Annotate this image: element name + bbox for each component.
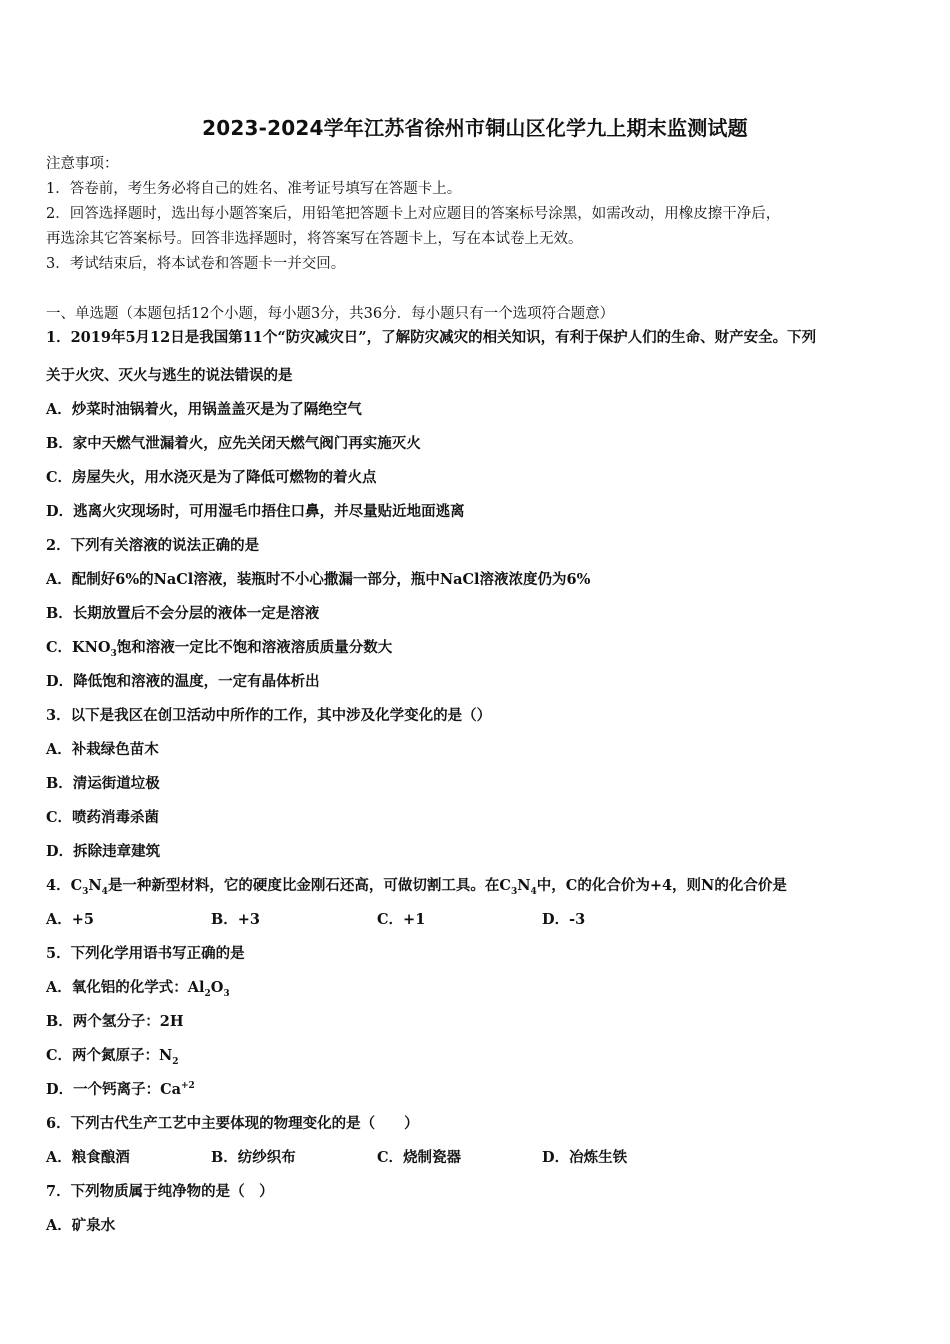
question-5-option-a: A．氧化铝的化学式：$Al_2O_3$	[46, 979, 230, 999]
question-6-option-c: C．烧制瓷器	[377, 1149, 462, 1166]
question-5-option-c: C．两个氮原子：$N_2$	[46, 1047, 179, 1067]
question-5-stem: 5．下列化学用语书写正确的是	[46, 945, 245, 962]
question-4-option-b: B．+3	[211, 911, 260, 928]
question-3-option-b: B．清运街道垃极	[46, 775, 160, 792]
question-1-option-b: B．家中天燃气泄漏着火，应先关闭天燃气阀门再实施灭火	[46, 435, 421, 452]
question-3-option-d: D．拆除违章建筑	[46, 843, 161, 860]
question-2-option-a: A．配制好6%的NaCl溶液，装瓶时不小心撒漏一部分，瓶中NaCl溶液浓度仍为6%	[46, 571, 591, 588]
question-6-option-b: B．纺纱织布	[211, 1149, 296, 1166]
question-6-option-d: D．冶炼生铁	[542, 1149, 628, 1166]
question-7-option-a: A．矿泉水	[46, 1217, 116, 1234]
notice-item: 1．答卷前，考生务必将自己的姓名、准考证号填写在答题卡上。	[46, 181, 462, 197]
question-2-option-d: D．降低饱和溶液的温度，一定有晶体析出	[46, 673, 320, 690]
question-7-stem: 7．下列物质属于纯净物的是（ ）	[46, 1183, 274, 1200]
question-3-option-c: C．喷药消毒杀菌	[46, 809, 160, 826]
question-4-option-a: A．+5	[46, 911, 94, 928]
question-1-option-d: D．逃离火灾现场时，可用湿毛巾捂住口鼻，并尽量贴近地面逃离	[46, 503, 465, 520]
question-6-option-a: A．粮食酿酒	[46, 1149, 130, 1166]
question-5-option-b: B．两个氢分子：2H	[46, 1013, 184, 1030]
question-1-option-a: A．炒菜时油锅着火，用锅盖盖灭是为了隔绝空气	[46, 401, 362, 418]
question-1-stem: 1．2019年5月12日是我国第11个“防灾减灾日”，了解防灾减灾的相关知识，有利于保护人们的生命、财产安全。下列	[46, 329, 817, 346]
question-2-stem: 2．下列有关溶液的说法正确的是	[46, 537, 260, 554]
notice-heading: 注意事项：	[46, 156, 119, 172]
question-2-option-b: B．长期放置后不会分层的液体一定是溶液	[46, 605, 320, 622]
notice-item: 2．回答选择题时，选出每小题答案后，用铅笔把答题卡上对应题目的答案标号涂黑，如需改动，用橡皮擦干净后，	[46, 206, 781, 222]
question-3-stem: 3．以下是我区在创卫活动中所作的工作，其中涉及化学变化的是（）	[46, 707, 492, 724]
question-5-option-d: D．一个钙离子：$Ca^{+2}$	[46, 1081, 195, 1098]
notice-item: 3．考试结束后，将本试卷和答题卡一并交回。	[46, 256, 346, 272]
question-4-option-d: D．-3	[542, 911, 586, 928]
page-title: 2023-2024学年江苏省徐州市铜山区化学九上期末监测试题	[202, 116, 748, 140]
question-2-option-c: C．$KNO_3$饱和溶液一定比不饱和溶液溶质质量分数大	[46, 639, 393, 659]
question-4-stem: 4．$C_3N_4$是一种新型材料，它的硬度比金刚石还高，可做切割工具。在$C_3N_4$中，C的化合价为+4，则N的化合价是	[46, 877, 787, 897]
question-1-option-c: C．房屋失火，用水浇灭是为了降低可燃物的着火点	[46, 469, 377, 486]
question-3-option-a: A．补栽绿色苗木	[46, 741, 159, 758]
question-4-option-c: C．+1	[377, 911, 426, 928]
section-heading: 一、单选题（本题包括12个小题，每小题3分，共36分．每小题只有一个选项符合题意）	[46, 306, 615, 322]
question-6-stem: 6．下列古代生产工艺中主要体现的物理变化的是（ ）	[46, 1115, 419, 1132]
question-1-stem-cont: 关于火灾、灭火与逃生的说法错误的是	[46, 367, 293, 384]
notice-item: 再选涂其它答案标号。回答非选择题时，将答案写在答题卡上，写在本试卷上无效。	[46, 231, 583, 247]
